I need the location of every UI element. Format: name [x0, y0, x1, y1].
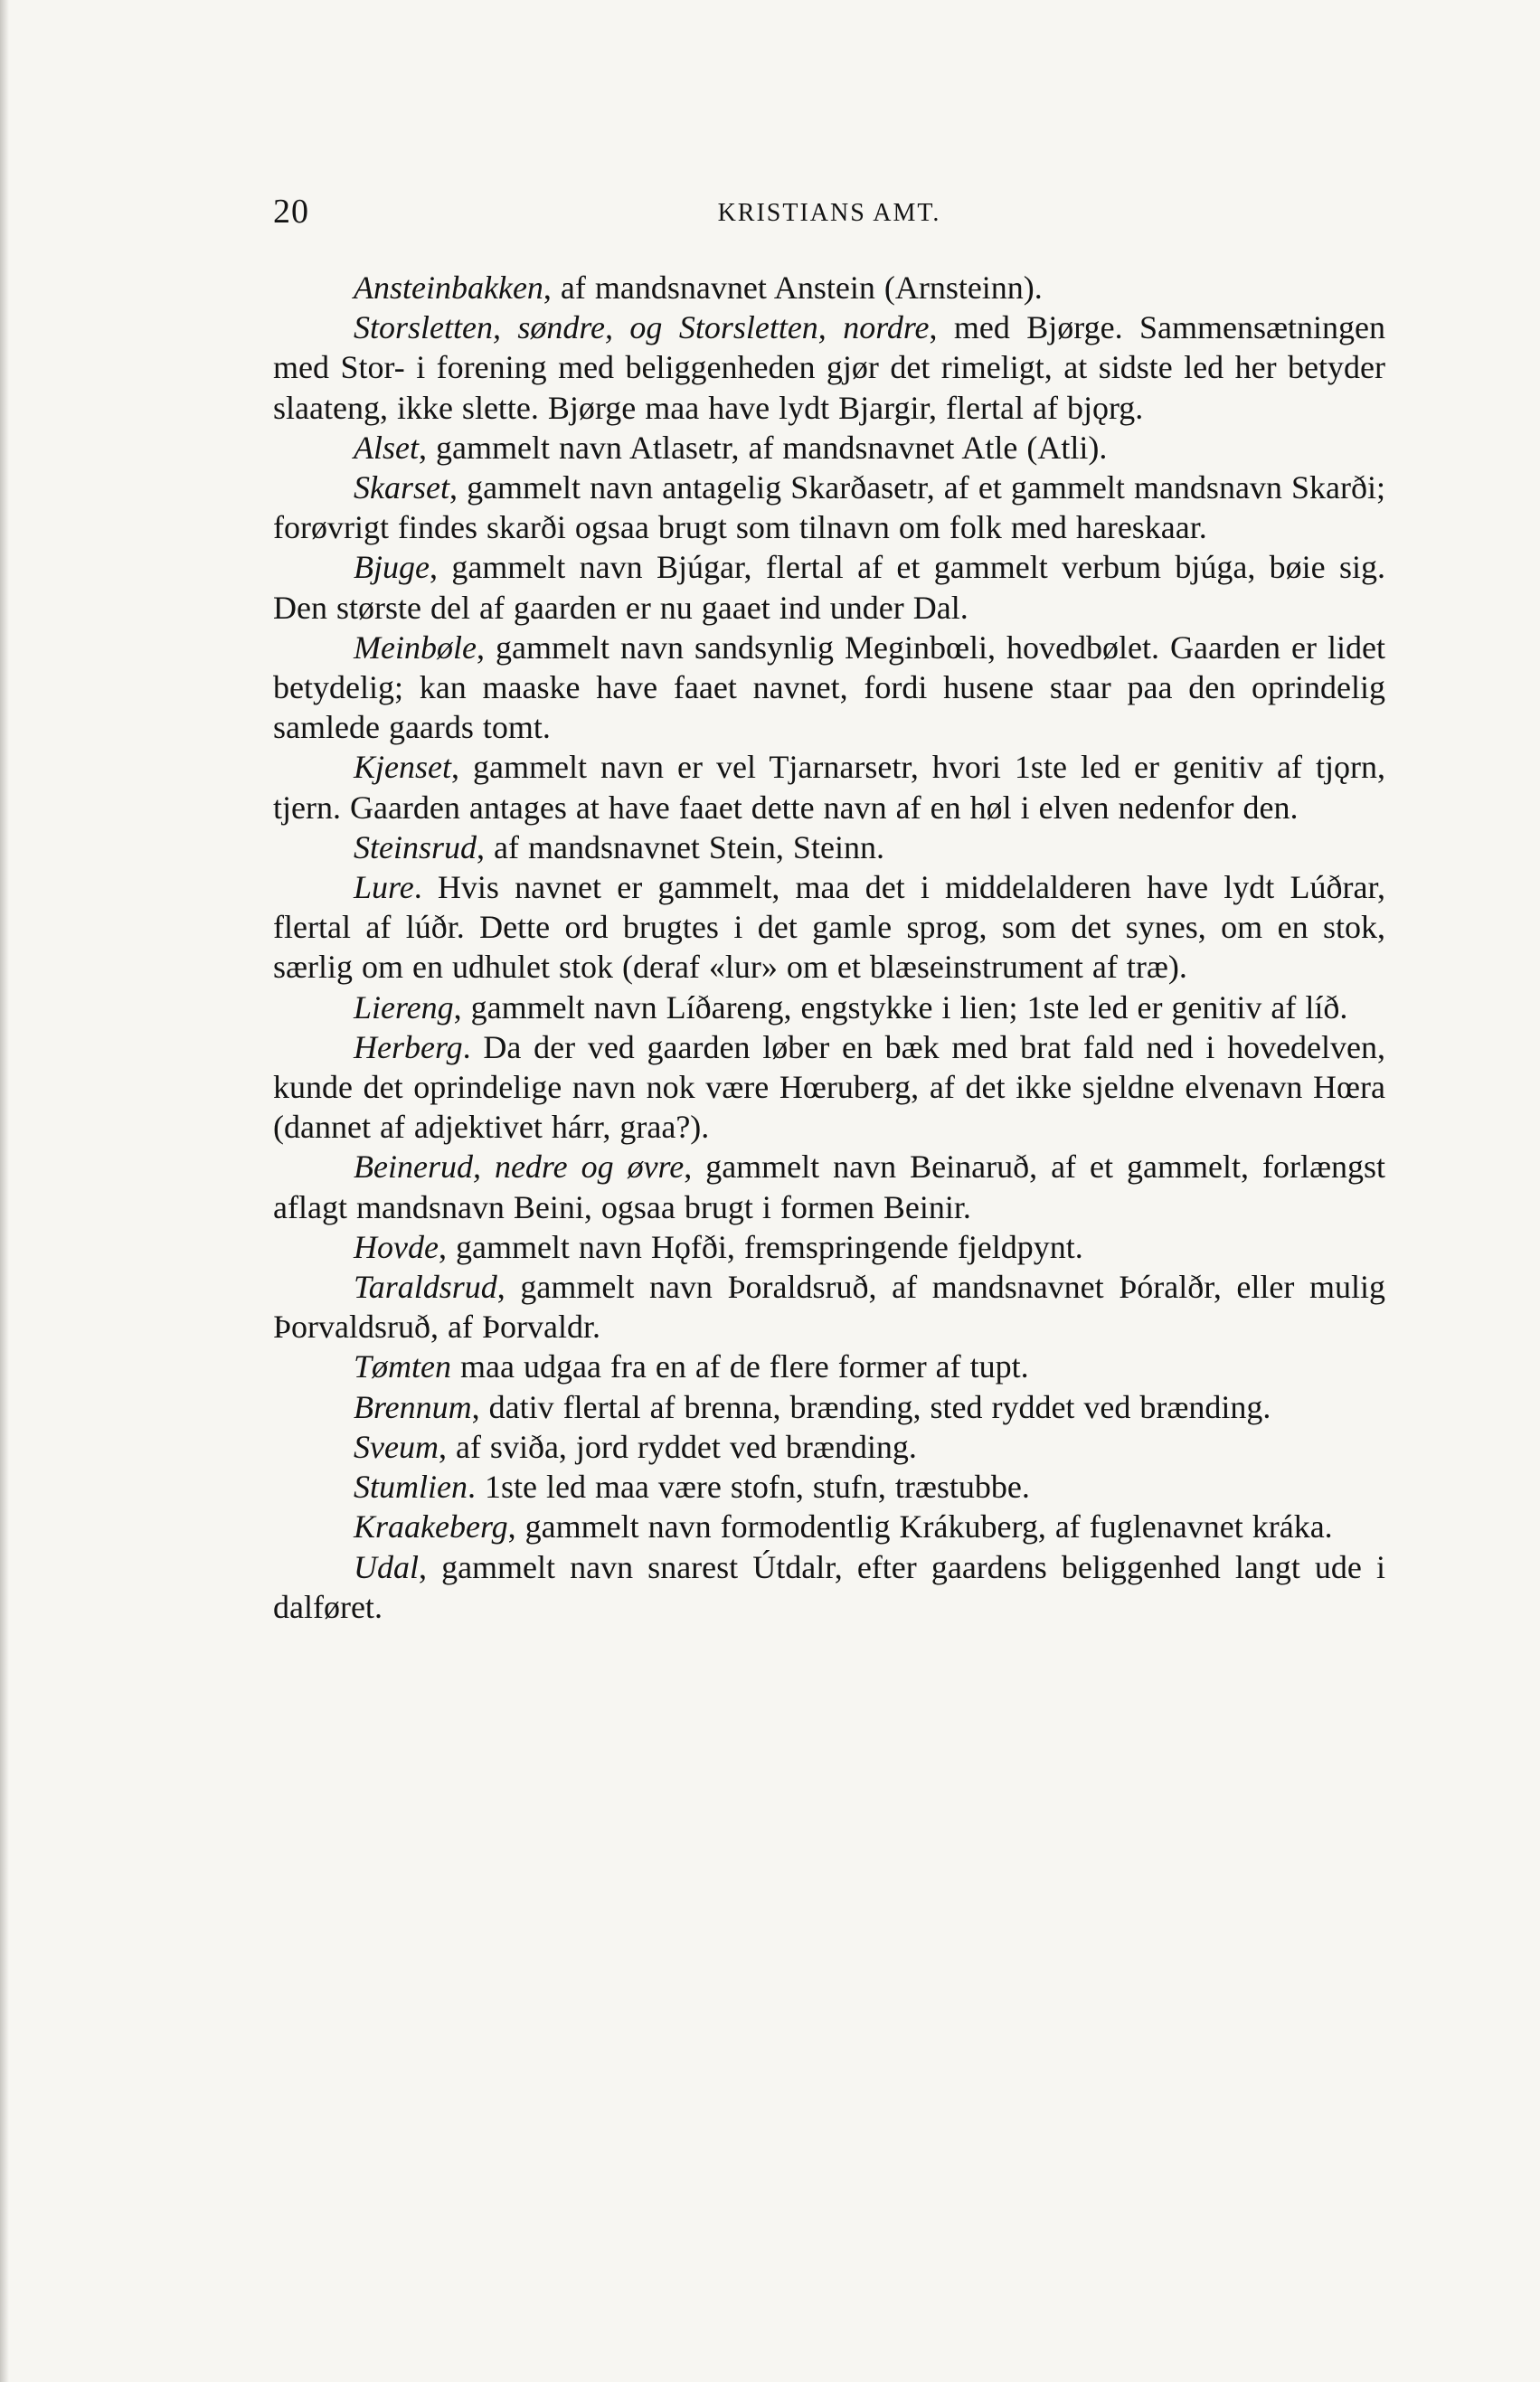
- entry-meinbole: [273, 628, 1385, 748]
- entry-text: , gammelt navn sandsynlig Meginbœli, hovedbølet. Gaarden er lidet betydelig; kan maaske have faaet navnet, fordi husene staar paa den oprindelig samlede gaards tomt.: [273, 629, 1385, 746]
- entry-text: , gammelt navn er vel Tjarnarsetr, hvori 1ste led er genitiv af tjǫrn, tjern. Gaarden antages at have faaet dette navn af en høl i elven nedenfor den.: [273, 749, 1385, 826]
- entry-text: , gammelt navn Atlasetr, af mandsnavnet Atle (Atli).: [418, 429, 1108, 466]
- entry-text: . Da der ved gaarden løber en bæk med brat fald ned i hovedelven, kunde det oprindelige navn nok være Hœruberg, af det ikke sjeldne elvenavn Hœra (dannet af adjektivet hárr, graa?).: [273, 1028, 1385, 1146]
- entry-name: Kjenset: [354, 749, 451, 786]
- entry-name: Kraakeberg: [354, 1508, 508, 1545]
- entry-text: . Hvis navnet er gammelt, maa det i middelalderen have lydt Lúðrar, flertal af lúðr. Dette ord brugtes i det gamle sprog, som det synes, om en stok, særlig om en udhulet stok (deraf «lur» om et blæseinstrument af træ).: [273, 869, 1385, 986]
- entry-kraakeberg: [273, 1507, 1385, 1546]
- entry-name: Skarset: [354, 469, 449, 506]
- entry-text: , dativ flertal af brenna, brænding, sted ryddet ved brænding.: [471, 1388, 1271, 1425]
- entry-sveum: [273, 1427, 1385, 1467]
- entry-udal: [273, 1547, 1385, 1627]
- entry-text: , gammelt navn Þoraldsruð, af mandsnavnet Þóralðr, eller mulig Þorvaldsruð, af Þorvaldr.: [273, 1269, 1385, 1346]
- entry-name: Stumlien: [354, 1469, 468, 1506]
- entry-text: , gammelt navn Beinaruð, af et gammelt, forlængst aflagt mandsnavn Beini, ogsaa brugt i formen Beinir.: [273, 1148, 1385, 1225]
- entry-beinerud: [273, 1147, 1385, 1226]
- entry-text: , gammelt navn antagelig Skarðasetr, af et gammelt mandsnavn Skarði; forøvrigt findes skarði ogsaa brugt som tilnavn om folk med hareskaar.: [273, 469, 1385, 546]
- entry-text: maa udgaa fra en af de flere former af tupt.: [451, 1348, 1029, 1385]
- entry-name: Ansteinbakken: [354, 269, 543, 306]
- entry-text: . 1ste led maa være stofn, stufn, træstubbe.: [467, 1469, 1030, 1506]
- entry-alset: [273, 428, 1385, 468]
- entry-text: , med Bjørge. Sammensætningen med Stor- i forening med beliggenheden gjør det rimeligt, at sidste led her betyder slaateng, ikke slette. Bjørge maa have lydt Bjargir, flertal af bjǫrg.: [273, 309, 1385, 426]
- entry-lure: [273, 867, 1385, 988]
- entry-text: , gammelt navn Hǫfði, fremspringende fjeldpynt.: [438, 1228, 1083, 1265]
- page-number: 20: [273, 193, 309, 231]
- entry-name: Tømten: [354, 1348, 451, 1385]
- entry-name: Liereng: [354, 988, 454, 1026]
- entry-brennum: [273, 1387, 1385, 1427]
- entry-text: , af sviða, jord ryddet ved brænding.: [438, 1428, 917, 1465]
- entry-name: Bjuge: [354, 549, 430, 586]
- entry-tomten: [273, 1347, 1385, 1386]
- entry-name: Alset: [354, 429, 419, 466]
- entry-name: Udal: [354, 1548, 419, 1585]
- text-body: [273, 268, 1385, 1627]
- entry-name: Hovde: [354, 1228, 439, 1265]
- entry-text: , af mandsnavnet Anstein (Arnsteinn).: [543, 269, 1043, 306]
- entry-taraldsrud: [273, 1267, 1385, 1347]
- entry-text: , gammelt navn formodentlig Krákuberg, af fuglenavnet kráka.: [507, 1508, 1333, 1545]
- entry-stumlien: [273, 1467, 1385, 1507]
- page-header: [273, 192, 1385, 237]
- scan-edge-shadow: [0, 0, 9, 2382]
- running-title: KRISTIANS AMT.: [717, 199, 941, 227]
- entry-bjuge: [273, 547, 1385, 627]
- entry-steinsrud: [273, 827, 1385, 867]
- entry-storsletten: [273, 307, 1385, 428]
- entry-text: , af mandsnavnet Stein, Steinn.: [477, 828, 884, 865]
- entry-name: Lure: [354, 869, 414, 906]
- entry-kjenset: [273, 747, 1385, 827]
- entry-herberg: [273, 1027, 1385, 1148]
- entry-name: Beinerud, nedre og øvre: [354, 1148, 685, 1186]
- entry-name: Sveum: [354, 1428, 439, 1465]
- entry-name: Meinbøle: [354, 629, 477, 666]
- entry-name: Brennum: [354, 1388, 472, 1425]
- entry-name: Storsletten, søndre, og Storsletten, nordre: [354, 309, 930, 346]
- entry-skarset: [273, 468, 1385, 547]
- entry-ansteinbakken: [273, 268, 1385, 307]
- entry-hovde: [273, 1227, 1385, 1267]
- entry-name: Herberg: [354, 1028, 463, 1065]
- entry-name: Steinsrud: [354, 828, 477, 865]
- entry-text: , gammelt navn Líðareng, engstykke i lien; 1ste led er genitiv af líð.: [453, 988, 1348, 1026]
- entry-text: , gammelt navn Bjúgar, flertal af et gammelt verbum bjúga, bøie sig. Den største del af gaarden er nu gaaet ind under Dal.: [273, 549, 1385, 626]
- entry-text: , gammelt navn snarest Útdalr, efter gaardens beliggenhed langt ude i dalføret.: [273, 1548, 1385, 1625]
- entry-name: Taraldsrud: [354, 1269, 497, 1306]
- entry-liereng: [273, 988, 1385, 1027]
